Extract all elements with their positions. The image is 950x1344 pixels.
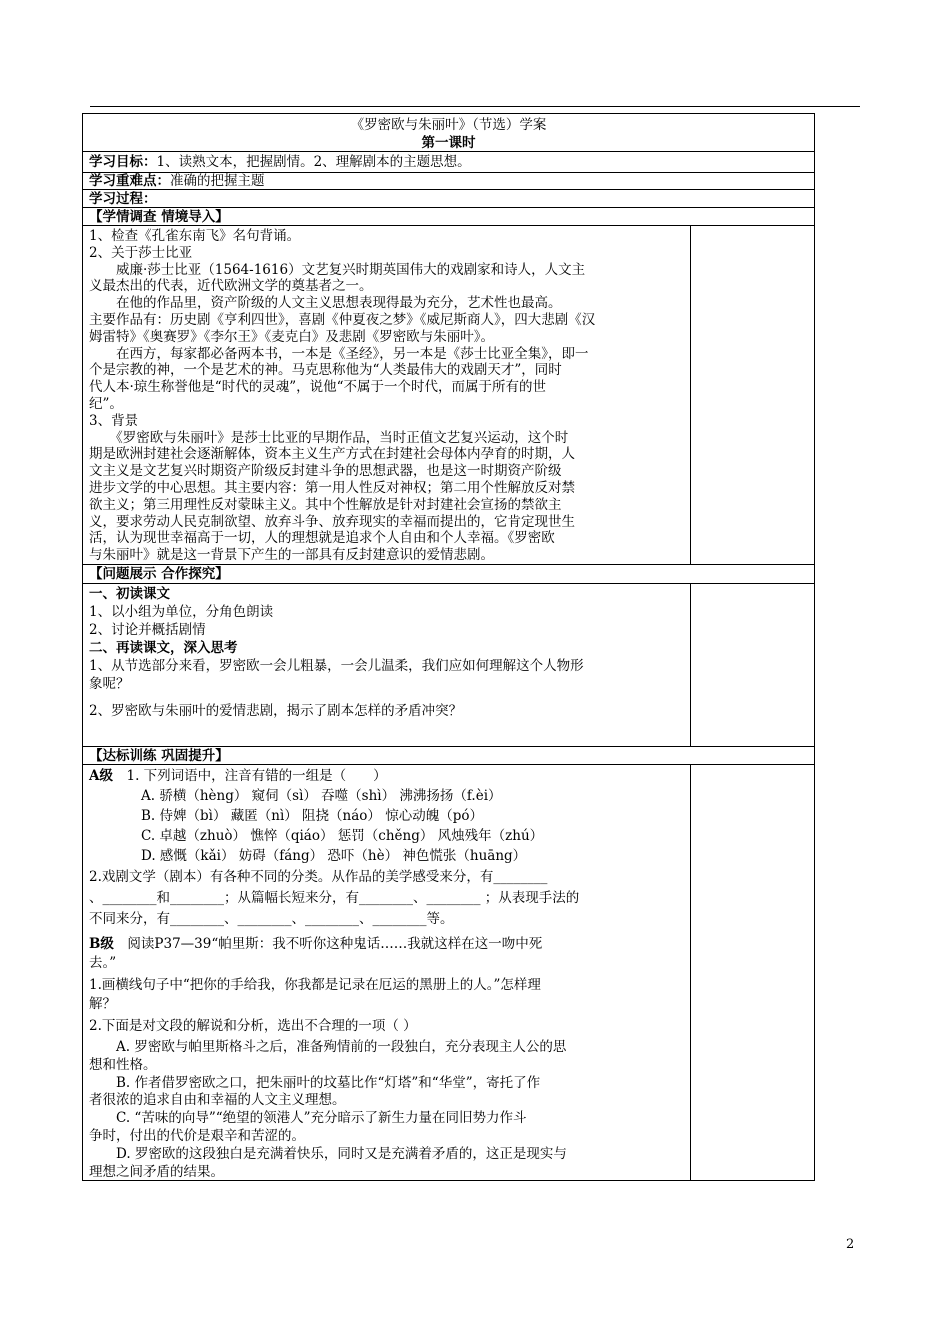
level-b-label: B级 bbox=[89, 936, 114, 952]
text-line: B. 作者借罗密欧之口，把朱丽叶的坟墓比作“灯塔”和“华堂”，寄托了作 bbox=[89, 1074, 541, 1091]
header-rule bbox=[90, 106, 860, 107]
section2-q2: 2、罗密欧与朱丽叶的爱情悲剧，揭示了剧本怎样的矛盾冲突？ bbox=[89, 703, 463, 719]
text-line: A. 罗密欧与帕里斯格斗之后，准备殉情前的一段独白，充分表现主人公的思 bbox=[89, 1039, 567, 1055]
text-line: B. 侍婢（bì） 藏匿（nì） 阻挠（náo） 惊心动魄（pó） bbox=[141, 808, 483, 824]
text-line: 纪”。 bbox=[89, 396, 123, 412]
section2-item1: 1、以小组为单位，分角色朗读 bbox=[89, 604, 274, 620]
text-line: 文主义是文艺复兴时期资产阶级反封建斗争的思想武器，也是这一时期资产阶级 bbox=[89, 463, 562, 480]
text-line: A. 骄横（hèng） 窥伺（sì） 吞噬（shì） 沸沸扬扬（f.èi） bbox=[141, 788, 502, 804]
level-b-q2: 2.下面是对文段的解说和分析，选出不合理的一项（ ） bbox=[89, 1018, 417, 1034]
text-line: 理想之间矛盾的结果。 bbox=[89, 1163, 224, 1180]
text-line: D. 感慨（kǎi） 妨碍（fáng） 恐吓（hè） 神色慌张（huāng） bbox=[141, 848, 527, 864]
text-line: 1、检查《孔雀东南飞》名句背诵。 bbox=[89, 228, 301, 244]
text-line: 不同来分，有________、________、________、________等。 bbox=[89, 911, 454, 927]
text-line: 者很浓的追求自由和幸福的人文主义理想。 bbox=[89, 1092, 346, 1109]
text-line: 期是欧洲封建社会逐渐解体，资本主义生产方式在封建社会母体内孕育的时期，人 bbox=[89, 446, 575, 463]
level-b-intro: 阅读P37—39“帕里斯：我不听你这种鬼话……我就这样在这一吻中死 bbox=[127, 936, 543, 952]
objectives-label: 学习目标： bbox=[89, 154, 157, 170]
level-a-label: A级 bbox=[89, 768, 113, 784]
level-b-q1: 1.画横线句子中“把你的手给我，你我都是记录在厄运的黑册上的人。”怎样理 bbox=[89, 977, 541, 993]
section3-heading: 【达标训练 巩固提升】 bbox=[89, 748, 229, 764]
section2-q1-cont: 象呢？ bbox=[89, 676, 130, 692]
level-a-row bbox=[89, 767, 387, 785]
text-line: 在西方，每家都必备两本书，一本是《圣经》，另一本是《莎士比亚全集》，即一 bbox=[89, 345, 589, 362]
text-line: 、________和________；从篇幅长短来分，有________、________ ；从表现手法的 bbox=[89, 890, 580, 906]
text-line: 想和性格。 bbox=[89, 1056, 157, 1073]
text-line: 威廉·莎士比亚（1564-1616）文艺复兴时期英国伟大的戏剧家和诗人，人文主 bbox=[89, 261, 586, 278]
text-line: 2、关于莎士比亚 bbox=[89, 244, 193, 261]
text-line: 活，认为现世幸福高于一切，人的理想就是追求个人自由和个人幸福。《罗密欧 bbox=[89, 530, 555, 547]
text-line: 与朱丽叶》就是这一背景下产生的一部具有反封建意识的爱情悲剧。 bbox=[89, 547, 494, 564]
text-line: 3、背景 bbox=[89, 412, 139, 429]
text-line: C. 卓越（zhuò） 憔悴（qiáo） 惩罚（chěng） 风烛残年（zhú） bbox=[141, 828, 544, 844]
text-line: 代人本·琼生称誉他是“时代的灵魂”，说他“不属于一个时代，而属于所有的世 bbox=[89, 379, 546, 396]
row-divider bbox=[83, 583, 814, 584]
level-b-row bbox=[89, 935, 542, 953]
text-line: 争时，付出的代价是艰辛和苦涩的。 bbox=[89, 1128, 305, 1144]
section2-heading: 【问题展示 合作探究】 bbox=[89, 566, 229, 582]
level-b-q1-cont: 解？ bbox=[89, 996, 116, 1012]
worksheet-title: 《罗密欧与朱丽叶》（节选）学案 bbox=[350, 117, 547, 133]
text-line: 主要作品有：历史剧《亨利四世》，喜剧《仲夏夜之梦》《威尼斯商人》，四大悲剧《汉 bbox=[89, 312, 596, 328]
section2-sub1: 一、初读课文 bbox=[89, 586, 170, 602]
objectives-text: 1、读熟文本，把握剧情。2、理解剧本的主题思想。 bbox=[156, 154, 471, 170]
lesson-label: 第一课时 bbox=[421, 135, 476, 151]
section2-sub2: 二、再读课文，深入思考 bbox=[89, 640, 238, 656]
key-points-text: 准确的把握主题 bbox=[170, 173, 265, 189]
key-points-label: 学习重难点： bbox=[89, 173, 170, 189]
notes-column-divider bbox=[690, 583, 691, 746]
level-b-intro-cont: 去。” bbox=[89, 955, 117, 971]
section2-item2: 2、讨论并概括剧情 bbox=[89, 622, 206, 638]
text-line: 在他的作品里，资产阶级的人文主义思想表现得最为充分，艺术性也最高。 bbox=[89, 295, 562, 312]
text-line: 姆雷特》《奥赛罗》《李尔王》《麦克白》及悲剧《罗密欧与朱丽叶》。 bbox=[89, 328, 494, 345]
objectives-row bbox=[89, 153, 471, 171]
text-line: 2.戏剧文学（剧本）有各种不同的分类。从作品的美学感受来分，有________ bbox=[89, 869, 548, 885]
text-line: 欲主义；第三用理性反对蒙昧主义。其中个性解放是针对封建社会宣扬的禁欲主 bbox=[89, 496, 562, 513]
notes-column-divider bbox=[690, 764, 691, 1180]
worksheet-table bbox=[82, 113, 815, 1181]
section2-q1: 1、从节选部分来看，罗密欧一会儿粗暴，一会儿温柔，我们应如何理解这个人物形 bbox=[89, 658, 584, 674]
notes-column-divider bbox=[690, 225, 691, 564]
section1-heading: 【学情调查 情境导入】 bbox=[89, 209, 229, 225]
text-line: 《罗密欧与朱丽叶》是莎士比亚的早期作品，当时正值文艺复兴运动，这个时 bbox=[89, 429, 569, 446]
level-a-q1: 1. 下列词语中，注音有错的一组是（ ） bbox=[126, 768, 387, 784]
text-line: C. “苦味的向导”“绝望的领港人”充分暗示了新生力量在同旧势力作斗 bbox=[89, 1110, 527, 1127]
page-number: 2 bbox=[846, 1237, 855, 1252]
key-points-row bbox=[89, 172, 265, 190]
text-line: 义，要求劳动人民克制欲望、放弃斗争、放弃现实的幸福而提出的，它肯定现世生 bbox=[89, 513, 575, 530]
text-line: 义最杰出的代表，近代欧洲文学的奠基者之一。 bbox=[89, 278, 373, 295]
process-label: 学习过程： bbox=[89, 191, 157, 207]
text-line: 个是宗教的神，一个是艺术的神。马克思称他为“人类最伟大的戏剧天才”，同时 bbox=[89, 362, 562, 379]
text-line: D. 罗密欧的这段独白是充满着快乐，同时又是充满着矛盾的，这正是现实与 bbox=[89, 1145, 567, 1162]
text-line: 进步文学的中心思想。其主要内容：第一用人性反对神权；第二用个性解放反对禁 bbox=[89, 480, 575, 496]
